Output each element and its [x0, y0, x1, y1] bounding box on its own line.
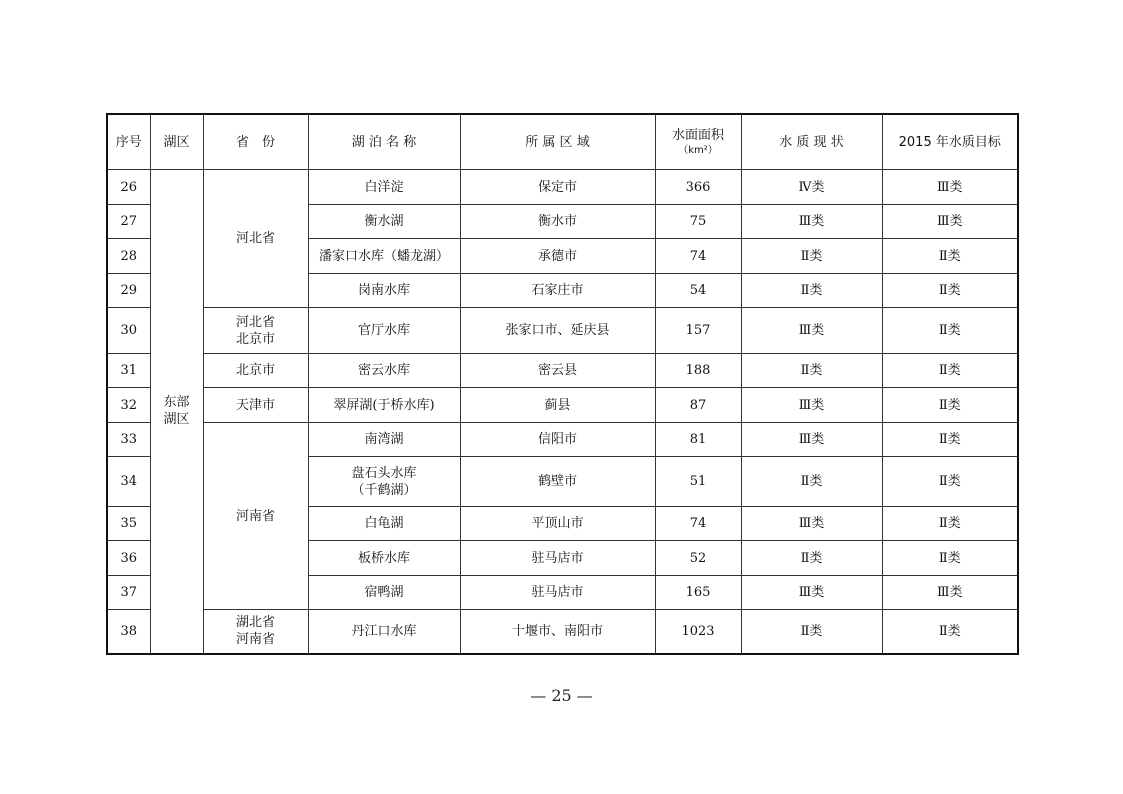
target-cell: Ⅱ类	[882, 541, 1018, 576]
status-cell: Ⅲ类	[741, 423, 882, 457]
header-water-area-unit: （km²）	[678, 145, 718, 156]
status-cell: Ⅱ类	[741, 239, 882, 274]
water-area-cell: 366	[655, 170, 741, 205]
table-row	[107, 388, 1018, 423]
row-no: 37	[107, 576, 150, 610]
lakes-table	[106, 113, 1019, 655]
area-cell: 平顶山市	[460, 507, 655, 541]
table-row	[107, 610, 1018, 654]
region-label: 东部 湖区	[163, 395, 190, 428]
target-cell: Ⅲ类	[882, 205, 1018, 239]
lake-name-cell: 南湾湖	[308, 423, 460, 457]
province-cell: 河南省	[203, 423, 308, 610]
target-cell: Ⅱ类	[882, 457, 1018, 507]
status-cell: Ⅲ类	[741, 507, 882, 541]
area-cell: 密云县	[460, 354, 655, 388]
status-cell: Ⅱ类	[741, 274, 882, 308]
row-no: 27	[107, 205, 150, 239]
row-no: 36	[107, 541, 150, 576]
row-no: 31	[107, 354, 150, 388]
status-cell: Ⅱ类	[741, 610, 882, 654]
area-cell: 蓟县	[460, 388, 655, 423]
header-target: 2015 年水质目标	[882, 114, 1018, 170]
header-area: 所 属 区 域	[460, 114, 655, 170]
target-cell: Ⅲ类	[882, 576, 1018, 610]
area-cell: 十堰市、南阳市	[460, 610, 655, 654]
lake-name-cell: 板桥水库	[308, 541, 460, 576]
area-cell: 保定市	[460, 170, 655, 205]
row-no: 26	[107, 170, 150, 205]
water-area-cell: 1023	[655, 610, 741, 654]
target-cell: Ⅱ类	[882, 610, 1018, 654]
status-cell: Ⅲ类	[741, 308, 882, 354]
target-cell: Ⅱ类	[882, 274, 1018, 308]
status-cell: Ⅱ类	[741, 541, 882, 576]
row-no: 38	[107, 610, 150, 654]
water-area-cell: 188	[655, 354, 741, 388]
header-no: 序号	[107, 114, 150, 170]
header-lake-name: 湖 泊 名 称	[308, 114, 460, 170]
area-cell: 信阳市	[460, 423, 655, 457]
target-cell: Ⅱ类	[882, 507, 1018, 541]
water-area-cell: 81	[655, 423, 741, 457]
header-status: 水 质 现 状	[741, 114, 882, 170]
province-cell: 河北省	[203, 170, 308, 308]
lake-name-cell: 丹江口水库	[308, 610, 460, 654]
target-cell: Ⅱ类	[882, 354, 1018, 388]
status-cell: Ⅲ类	[741, 576, 882, 610]
header-province: 省 份	[203, 114, 308, 170]
water-area-cell: 51	[655, 457, 741, 507]
table-row	[107, 308, 1018, 354]
status-cell: Ⅲ类	[741, 388, 882, 423]
status-cell: Ⅳ类	[741, 170, 882, 205]
lake-name-cell: 白洋淀	[308, 170, 460, 205]
water-area-cell: 75	[655, 205, 741, 239]
row-no: 29	[107, 274, 150, 308]
lake-name-cell: 岗南水库	[308, 274, 460, 308]
page-number: — 25 —	[530, 686, 593, 705]
water-area-cell: 74	[655, 507, 741, 541]
water-area-cell: 157	[655, 308, 741, 354]
header-water-area	[655, 114, 741, 170]
header-water-area-label: 水面面积	[671, 128, 724, 143]
water-area-cell: 165	[655, 576, 741, 610]
province-cell: 湖北省 河南省	[203, 610, 308, 654]
water-area-cell: 74	[655, 239, 741, 274]
row-no: 34	[107, 457, 150, 507]
lake-name-cell: 盘石头水库 （千鹤湖）	[308, 457, 460, 507]
lake-name-cell: 潘家口水库（蟠龙湖）	[308, 239, 460, 274]
province-cell: 天津市	[203, 388, 308, 423]
row-no: 35	[107, 507, 150, 541]
status-cell: Ⅲ类	[741, 205, 882, 239]
table-row	[107, 423, 1018, 457]
table-row	[107, 170, 1018, 205]
area-cell: 张家口市、延庆县	[460, 308, 655, 354]
region-cell	[150, 170, 203, 654]
area-cell: 驻马店市	[460, 541, 655, 576]
header-row	[107, 114, 1018, 170]
lake-name-cell: 白龟湖	[308, 507, 460, 541]
status-cell: Ⅱ类	[741, 354, 882, 388]
province-cell: 北京市	[203, 354, 308, 388]
lake-name-cell: 官厅水库	[308, 308, 460, 354]
row-no: 32	[107, 388, 150, 423]
area-cell: 鹤壁市	[460, 457, 655, 507]
table-row	[107, 354, 1018, 388]
area-cell: 驻马店市	[460, 576, 655, 610]
lake-name-cell: 宿鸭湖	[308, 576, 460, 610]
lake-name-cell: 衡水湖	[308, 205, 460, 239]
water-area-cell: 52	[655, 541, 741, 576]
water-area-cell: 54	[655, 274, 741, 308]
row-no: 33	[107, 423, 150, 457]
row-no: 30	[107, 308, 150, 354]
status-cell: Ⅱ类	[741, 457, 882, 507]
area-cell: 石家庄市	[460, 274, 655, 308]
area-cell: 衡水市	[460, 205, 655, 239]
header-region: 湖区	[150, 114, 203, 170]
target-cell: Ⅲ类	[882, 170, 1018, 205]
lake-name-cell: 翠屏湖(于桥水库)	[308, 388, 460, 423]
target-cell: Ⅱ类	[882, 308, 1018, 354]
province-cell: 河北省 北京市	[203, 308, 308, 354]
target-cell: Ⅱ类	[882, 239, 1018, 274]
area-cell: 承德市	[460, 239, 655, 274]
target-cell: Ⅱ类	[882, 423, 1018, 457]
lake-name-cell: 密云水库	[308, 354, 460, 388]
target-cell: Ⅱ类	[882, 388, 1018, 423]
water-area-cell: 87	[655, 388, 741, 423]
row-no: 28	[107, 239, 150, 274]
